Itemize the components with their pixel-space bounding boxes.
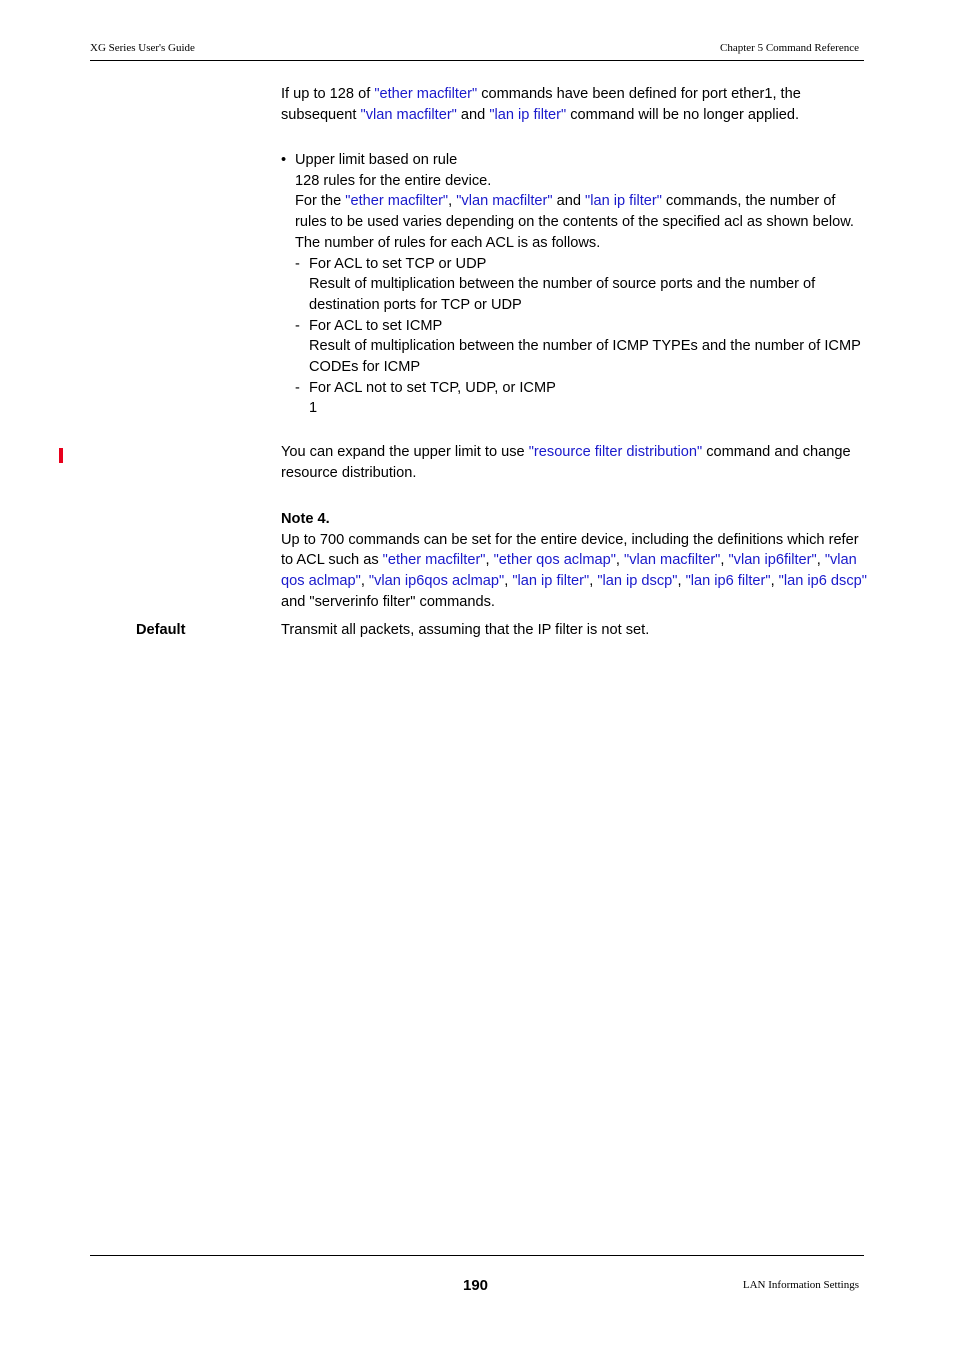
link-ether-macfilter[interactable]: "ether macfilter" [345,193,449,210]
bullet-title: Upper limit based on rule [295,152,458,168]
page-number: 190 [463,1277,489,1294]
sub-item-other: - For ACL not to set TCP, UDP, or ICMP 1 [295,378,871,419]
footer-section: LAN Information Settings [742,1279,859,1291]
sub-item-icmp: - For ACL to set ICMP Result of multiplication between the number of ICMP TYPEs and the number of ICMP CODEs for ICMP [295,316,871,378]
link-ether-macfilter[interactable]: "ether macfilter" [374,86,478,102]
note-title: Note 4. [281,511,330,527]
note-text: Up to 700 commands can be set for the entire device, including the definitions which refer to ACL such as "ether macfilter", "ether qos aclmap", "vlan macfilter", "vlan ip6filter", "vlan qos aclmap", "vlan ip6qos aclmap", "lan ip filter", "lan ip dscp", "lan ip6 filter", "lan ip6 dscp" and "serverinfo filter" commands. [281,531,867,610]
bullet-commands-text: For the "ether macfilter", "vlan macfilter" and "lan ip filter" commands, the number of rules to be used varies depending on the contents of the specified acl as shown below. [295,193,854,231]
sub-item-tcp-udp: - For ACL to set TCP or UDP Result of multiplication between the number of source ports and the number of destination ports for TCP or UDP [295,254,871,316]
header-chapter: Chapter 5 Command Reference [720,42,859,54]
sub-item-body: Result of multiplication between the number of ICMP TYPEs and the number of ICMP CODEs for ICMP [309,338,861,376]
link-resource-filter-distribution[interactable]: "resource filter distribution" [528,444,703,460]
link-lan-ip-filter[interactable]: "lan ip filter" [512,573,590,590]
header-doc-title: XG Series User's Guide [90,42,195,54]
bullet-line-4: The number of rules for each ACL is as follows. [295,234,601,251]
sub-item-body: Result of multiplication between the number of source ports and the number of destination ports for TCP or UDP [309,276,816,313]
link-lan-ip6-filter[interactable]: "lan ip6 filter" [685,573,771,590]
link-lan-ip-filter[interactable]: "lan ip filter" [585,193,662,210]
bullet-line-2: 128 rules for the entire device. [295,172,492,189]
sub-item-head: For ACL not to set TCP, UDP, or ICMP [309,379,556,396]
link-vlan-ip6qos-aclmap[interactable]: "vlan ip6qos aclmap" [368,573,505,590]
bullet-rule-limit [281,150,871,419]
link-ether-macfilter[interactable]: "ether macfilter" [382,552,486,569]
default-label: Default [136,622,186,638]
link-vlan-macfilter[interactable]: "vlan macfilter" [360,106,457,123]
link-vlan-ip6filter[interactable]: "vlan ip6filter" [728,552,817,569]
sub-item-body: 1 [309,400,318,417]
link-vlan-macfilter[interactable]: "vlan macfilter" [624,552,721,569]
header-rule [90,60,864,61]
default-text: Transmit all packets, assuming that the IP filter is not set. [281,622,650,638]
link-vlan-qos-aclmap[interactable]: "vlan qos aclmap" [281,552,857,590]
bullet-marker: • [281,152,287,168]
footer-rule [90,1255,864,1256]
sub-item-head: For ACL to set ICMP [309,317,443,334]
link-lan-ip-dscp[interactable]: "lan ip dscp" [597,573,678,590]
paragraph-limit-port: If up to 128 of "ether macfilter" commands have been defined for port ether1, the subsequent "vlan macfilter" and "lan ip filter" command will be no longer applied. [281,86,801,123]
link-lan-ip-filter[interactable]: "lan ip filter" [489,106,567,123]
note-4 [281,509,871,613]
link-vlan-macfilter[interactable]: "vlan macfilter" [456,193,553,210]
paragraph-resource-distribution: You can expand the upper limit to use "resource filter distribution" command and change resource distribution. [281,444,851,481]
link-ether-qos-aclmap[interactable]: "ether qos aclmap" [493,552,616,569]
change-bar-marker [59,448,63,463]
bullet-item [281,150,871,419]
link-lan-ip6-dscp[interactable]: "lan ip6 dscp" [778,573,867,590]
sub-item-head: For ACL to set TCP or UDP [309,255,487,272]
